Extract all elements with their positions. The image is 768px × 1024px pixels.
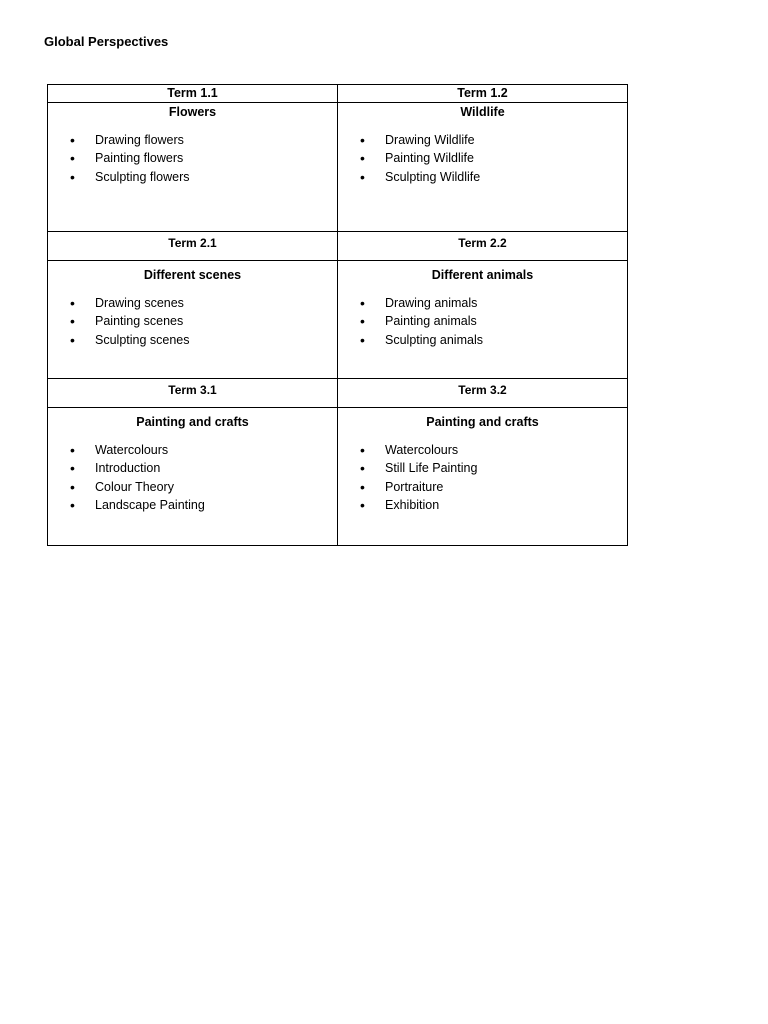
term-subject: Different animals — [431, 268, 534, 282]
term-label: Term 2.2 — [338, 232, 628, 261]
topic-list — [48, 294, 337, 349]
list-item: • Colour Theory — [70, 478, 337, 496]
term-subject: Painting and crafts — [426, 415, 539, 429]
table-row — [48, 408, 628, 546]
list-item: • Painting animals — [360, 312, 627, 330]
list-item: • Sculpting Wildlife — [360, 168, 627, 186]
term-subject: Flowers — [168, 105, 217, 119]
list-item: • Sculpting scenes — [70, 331, 337, 349]
list-item: • Drawing scenes — [70, 294, 337, 312]
term-cell — [48, 261, 338, 379]
table-header-row — [48, 232, 628, 261]
term-subject: Painting and crafts — [136, 415, 249, 429]
list-item: • Exhibition — [360, 496, 627, 514]
term-cell — [338, 103, 628, 232]
list-item: • Painting scenes — [70, 312, 337, 330]
list-item: • Sculpting flowers — [70, 168, 337, 186]
table-header-row — [48, 379, 628, 408]
list-item: • Drawing Wildlife — [360, 131, 627, 149]
term-label: Term 3.1 — [48, 379, 338, 408]
term-label: Term 1.2 — [338, 85, 628, 103]
topic-list — [48, 441, 337, 514]
term-subject: Different scenes — [143, 268, 242, 282]
term-cell — [48, 103, 338, 232]
table-header-row — [48, 85, 628, 103]
terms-table — [47, 84, 628, 546]
term-label: Term 1.1 — [48, 85, 338, 103]
list-item: • Landscape Painting — [70, 496, 337, 514]
topic-list — [48, 131, 337, 186]
table-row — [48, 103, 628, 232]
topic-list — [338, 131, 627, 186]
list-item: • Watercolours — [70, 441, 337, 459]
list-item: • Painting Wildlife — [360, 149, 627, 167]
term-cell — [338, 261, 628, 379]
term-label: Term 3.2 — [338, 379, 628, 408]
list-item: • Portraiture — [360, 478, 627, 496]
list-item: • Drawing flowers — [70, 131, 337, 149]
list-item: • Watercolours — [360, 441, 627, 459]
list-item: • Sculpting animals — [360, 331, 627, 349]
document-title: Global Perspectives — [44, 34, 169, 49]
term-subject: Wildlife — [460, 105, 505, 119]
list-item: • Still Life Painting — [360, 459, 627, 477]
list-item: • Drawing animals — [360, 294, 627, 312]
table-row — [48, 261, 628, 379]
list-item: • Painting flowers — [70, 149, 337, 167]
term-label: Term 2.1 — [48, 232, 338, 261]
topic-list — [338, 441, 627, 514]
topic-list — [338, 294, 627, 349]
list-item: • Introduction — [70, 459, 337, 477]
term-cell — [338, 408, 628, 546]
term-cell — [48, 408, 338, 546]
